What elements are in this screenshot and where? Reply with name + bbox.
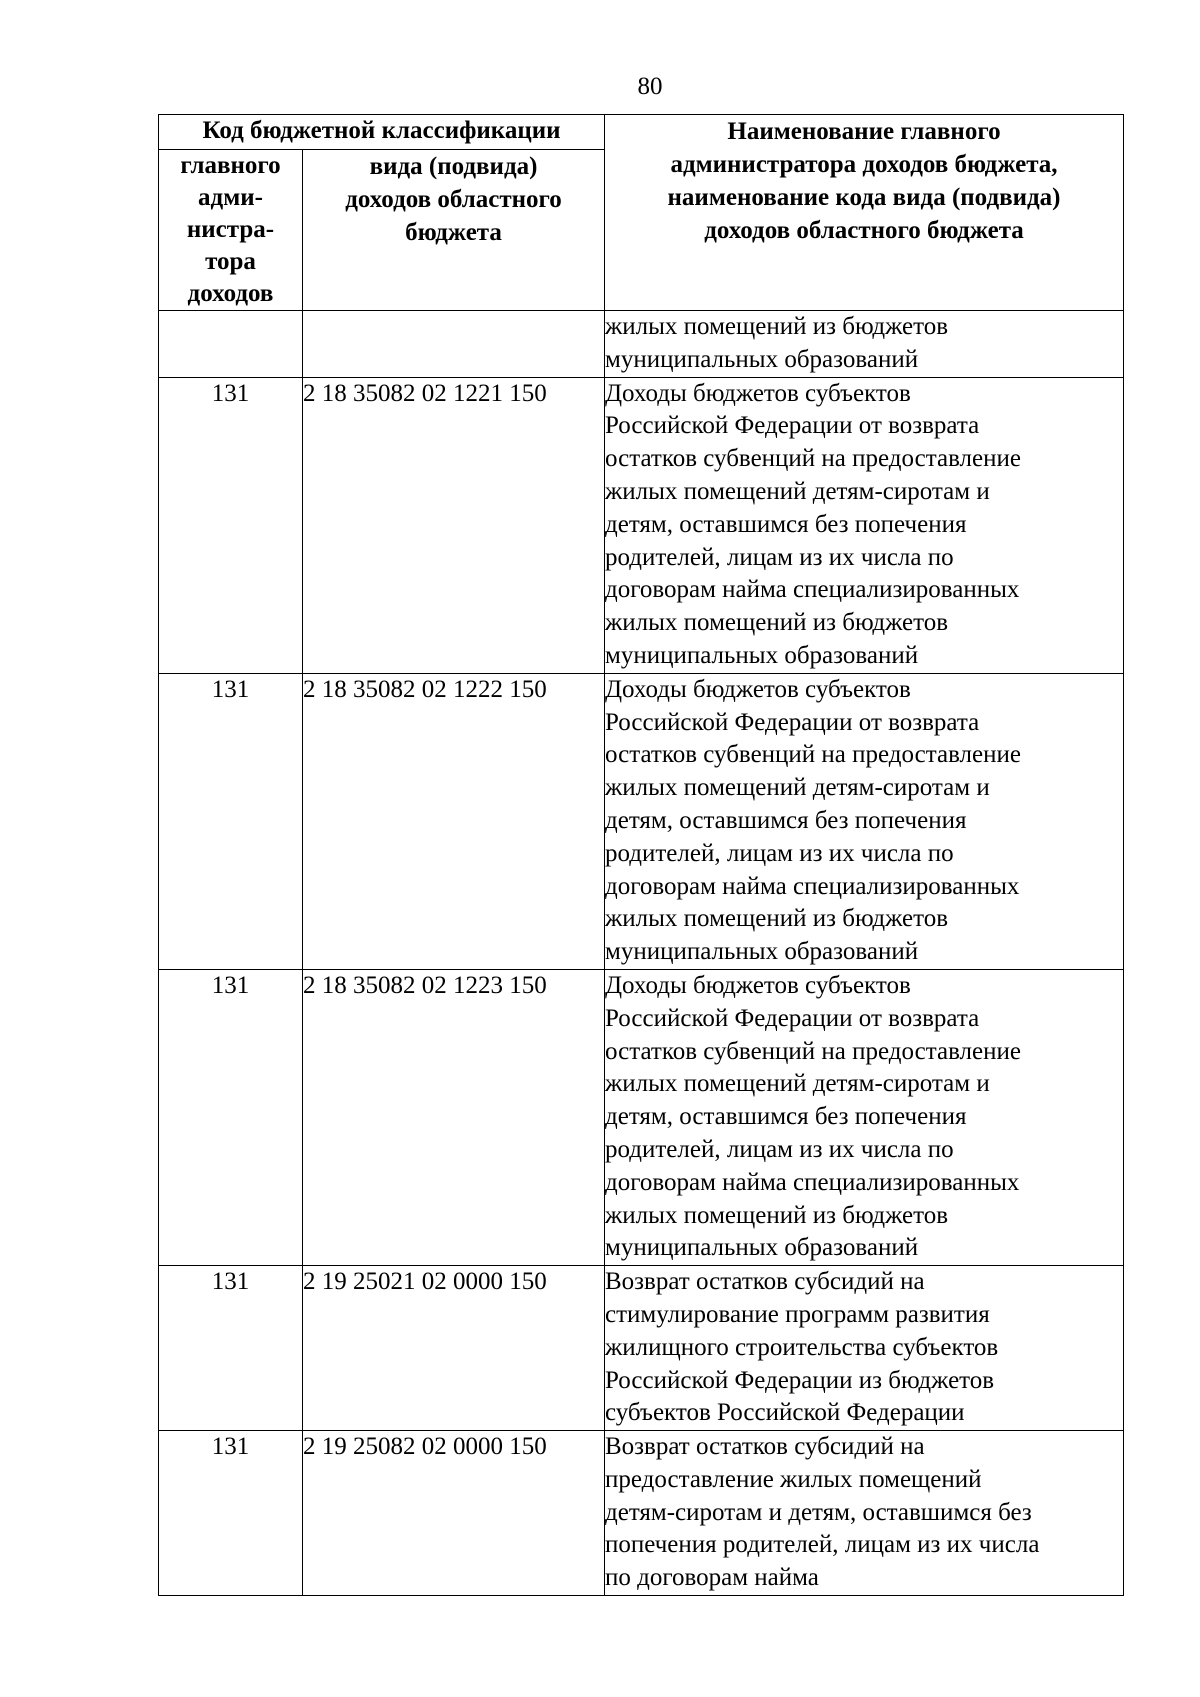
table-row xyxy=(159,377,1124,673)
row-name xyxy=(605,1431,1124,1596)
table-row xyxy=(159,1266,1124,1431)
row-name xyxy=(605,1266,1124,1431)
header-admin xyxy=(159,150,303,311)
table-row xyxy=(159,1431,1124,1596)
row-income-code: 2 18 35082 02 1222 150 xyxy=(303,673,605,969)
table-body xyxy=(159,311,1124,1596)
row-name-text: жилых помещений из бюджетов муниципальных образований xyxy=(605,313,949,373)
row-name-text: Возврат остатков субсидий на стимулирование программ развития жилищного строительства субъектов Российской Федерации из бюджетов субъектов Российской Федерации xyxy=(605,1268,999,1427)
row-admin-code: 131 xyxy=(159,673,303,969)
row-name xyxy=(605,969,1124,1265)
row-name-text: Возврат остатков субсидий на предоставление жилых помещений детям-сиротам и детям, оставшимся без попечения родителей, лицам из их числа по договорам найма xyxy=(605,1433,1040,1592)
row-admin-code: 131 xyxy=(159,377,303,673)
row-name-text: Доходы бюджетов субъектов Российской Федерации от возврата остатков субвенций на предоставление жилых помещений детям-сиротам и детям, оставшимся без попечения родителей, лицам из их числа по договорам найма специализированных жилых помещений из бюджетов муниципальных образований xyxy=(605,971,1021,1262)
row-income-code: 2 18 35082 02 1223 150 xyxy=(303,969,605,1265)
row-name xyxy=(605,311,1124,378)
budget-classification-table xyxy=(158,114,1124,1596)
row-admin-code: 131 xyxy=(159,1266,303,1431)
row-income-code xyxy=(303,311,605,378)
header-kind xyxy=(303,150,605,311)
header-admin-text: главного адми- нистра- тора доходов xyxy=(180,152,281,307)
header-kind-text: вида (подвида) доходов областного бюджета xyxy=(345,153,562,246)
table-row xyxy=(159,673,1124,969)
table-row xyxy=(159,311,1124,378)
row-admin-code xyxy=(159,311,303,378)
row-name-text: Доходы бюджетов субъектов Российской Федерации от возврата остатков субвенций на предоставление жилых помещений детям-сиротам и детям, оставшимся без попечения родителей, лицам из их числа по договорам найма специализированных жилых помещений из бюджетов муниципальных образований xyxy=(605,675,1021,966)
row-admin-code: 131 xyxy=(159,1431,303,1596)
table-header xyxy=(159,115,1124,311)
row-name xyxy=(605,377,1124,673)
header-name xyxy=(605,115,1124,311)
header-name-text: Наименование главного администратора доходов бюджета, наименование кода вида (подвида) доходов областного бюджета xyxy=(667,118,1061,244)
row-income-code: 2 19 25021 02 0000 150 xyxy=(303,1266,605,1431)
row-admin-code: 131 xyxy=(159,969,303,1265)
row-income-code: 2 19 25082 02 0000 150 xyxy=(303,1431,605,1596)
row-name-text: Доходы бюджетов субъектов Российской Федерации от возврата остатков субвенций на предоставление жилых помещений детям-сиротам и детям, оставшимся без попечения родителей, лицам из их числа по договорам найма специализированных жилых помещений из бюджетов муниципальных образований xyxy=(605,379,1021,669)
header-row-group xyxy=(159,115,1124,150)
row-name xyxy=(605,673,1124,969)
page-number: 80 xyxy=(637,73,663,100)
table-row xyxy=(159,969,1124,1265)
row-income-code: 2 18 35082 02 1221 150 xyxy=(303,377,605,673)
header-budget-classification-code: Код бюджетной классификации xyxy=(159,115,605,150)
